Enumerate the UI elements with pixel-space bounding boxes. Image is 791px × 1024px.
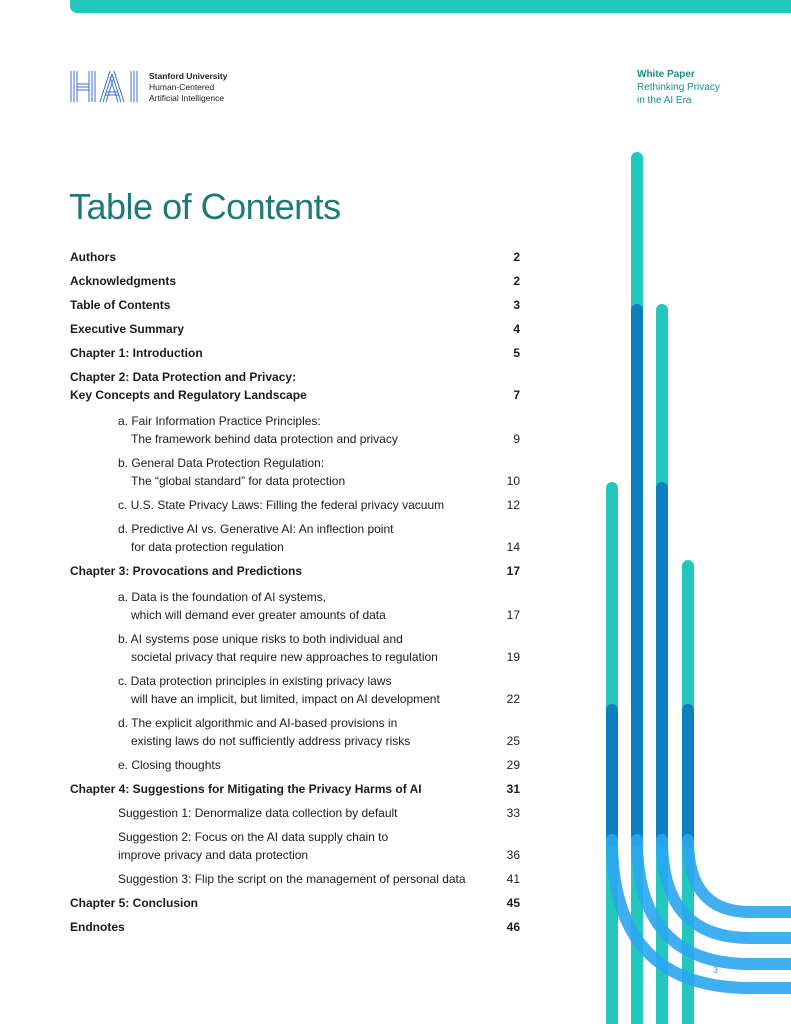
toc-entry-line: existing laws do not sufficiently address privacy risks xyxy=(131,734,411,748)
toc-entry[interactable] xyxy=(70,344,520,362)
toc-subentry[interactable] xyxy=(70,756,520,774)
logo-text xyxy=(149,71,319,104)
toc-entry[interactable] xyxy=(70,320,520,338)
toc-entry-line: Authors xyxy=(70,250,116,264)
toc-subentry[interactable] xyxy=(70,630,520,666)
toc-entry-label xyxy=(70,562,496,580)
toc-page-number: 45 xyxy=(506,896,520,910)
toc-entry-label xyxy=(118,714,496,750)
toc-entry-line: Endnotes xyxy=(70,920,125,934)
toc-entry-label xyxy=(118,756,496,774)
toc-page-number: 46 xyxy=(506,920,520,934)
toc-entry-line: b. AI systems pose unique risks to both individual and xyxy=(118,632,403,646)
page-number: 3 xyxy=(713,965,719,975)
toc-entry-line: b. General Data Protection Regulation: xyxy=(118,456,325,470)
toc-entry-line: Key Concepts and Regulatory Landscape xyxy=(70,388,307,402)
toc-entry-label xyxy=(118,870,496,888)
doc-title-line-2: in the AI Era xyxy=(637,95,692,106)
toc-entry[interactable] xyxy=(70,248,520,266)
toc-entry-label xyxy=(70,368,496,404)
toc-page-number: 41 xyxy=(506,872,520,886)
toc-entry-label xyxy=(118,454,496,490)
toc-subentry[interactable] xyxy=(70,672,520,708)
top-accent-bar xyxy=(70,0,791,13)
toc-subentry[interactable] xyxy=(70,714,520,750)
logo-line-2: Human-Centered xyxy=(149,82,215,92)
toc-page-number: 17 xyxy=(506,608,520,622)
toc-entry-label xyxy=(118,496,496,514)
toc-page-number: 14 xyxy=(506,540,520,554)
logo-line-1: Stanford University xyxy=(149,71,228,81)
toc-page-number: 7 xyxy=(513,388,520,402)
toc-entry-label xyxy=(70,780,496,798)
page-title: Table of Contents xyxy=(69,186,341,227)
toc-entry-label xyxy=(118,412,496,448)
toc-entry[interactable] xyxy=(70,368,520,404)
toc-entry-label xyxy=(70,344,496,362)
document-header xyxy=(637,68,787,107)
toc-subentry[interactable] xyxy=(70,520,520,556)
toc-page-number: 5 xyxy=(513,346,520,360)
toc-entry[interactable] xyxy=(70,918,520,936)
toc-entry-label xyxy=(70,296,496,314)
toc-entry-line: societal privacy that require new approaches to regulation xyxy=(131,650,438,664)
toc-entry[interactable] xyxy=(70,272,520,290)
toc-entry-line: Table of Contents xyxy=(70,298,171,312)
toc-subentry[interactable] xyxy=(70,804,520,822)
toc-entry-line: c. U.S. State Privacy Laws: Filling the federal privacy vacuum xyxy=(118,498,445,512)
toc-page-number: 12 xyxy=(506,498,520,512)
toc-entry-line: The framework behind data protection and privacy xyxy=(131,432,398,446)
logo-abbr: HAI xyxy=(70,70,72,71)
table-of-contents xyxy=(70,248,520,936)
toc-entry-line: Executive Summary xyxy=(70,322,185,336)
toc-entry-label xyxy=(118,804,496,822)
toc-page-number: 25 xyxy=(506,734,520,748)
toc-page-number: 33 xyxy=(506,806,520,820)
decorative-lines xyxy=(560,140,791,1024)
toc-entry-line: c. Data protection principles in existing privacy laws xyxy=(118,674,392,688)
toc-entry-line: Chapter 2: Data Protection and Privacy: xyxy=(70,370,297,384)
toc-entry-line: Chapter 3: Provocations and Predictions xyxy=(70,564,303,578)
toc-entry-line: for data protection regulation xyxy=(131,540,284,554)
toc-page-number: 9 xyxy=(513,432,520,446)
toc-entry-label xyxy=(118,672,496,708)
toc-entry-label xyxy=(118,588,496,624)
toc-subentry[interactable] xyxy=(70,588,520,624)
toc-page-number: 2 xyxy=(513,274,520,288)
toc-entry-line: Chapter 1: Introduction xyxy=(70,346,203,360)
toc-entry-line: e. Closing thoughts xyxy=(118,758,221,772)
toc-entry-line: Acknowledgments xyxy=(70,274,177,288)
toc-page-number: 17 xyxy=(506,564,520,578)
toc-entry-label xyxy=(118,520,496,556)
toc-entry-label xyxy=(70,272,496,290)
toc-entry-line: Chapter 5: Conclusion xyxy=(70,896,199,910)
toc-subentry[interactable] xyxy=(70,412,520,448)
toc-entry-label xyxy=(70,894,496,912)
toc-page-number: 10 xyxy=(506,474,520,488)
toc-subentry[interactable] xyxy=(70,454,520,490)
toc-entry-label xyxy=(70,918,496,936)
toc-subentry[interactable] xyxy=(70,828,520,864)
toc-entry-line: a. Data is the foundation of AI systems, xyxy=(118,590,327,604)
toc-entry-line: Suggestion 2: Focus on the AI data supply chain to xyxy=(118,830,389,844)
toc-page-number: 19 xyxy=(506,650,520,664)
toc-entry[interactable] xyxy=(70,780,520,798)
toc-entry-line: a. Fair Information Practice Principles: xyxy=(118,414,321,428)
toc-entry-line: will have an implicit, but limited, impact on AI development xyxy=(131,692,440,706)
toc-page-number: 36 xyxy=(506,848,520,862)
toc-entry-line: The “global standard” for data protection xyxy=(131,474,346,488)
toc-entry[interactable] xyxy=(70,894,520,912)
toc-entry-label xyxy=(70,248,496,266)
toc-page-number: 2 xyxy=(513,250,520,264)
toc-entry[interactable] xyxy=(70,296,520,314)
toc-page-number: 29 xyxy=(506,758,520,772)
toc-subentry[interactable] xyxy=(70,496,520,514)
logo-line-3: Artificial Intelligence xyxy=(149,93,225,103)
toc-subentry[interactable] xyxy=(70,870,520,888)
toc-page-number: 4 xyxy=(513,322,520,336)
toc-entry-line: which will demand ever greater amounts of data xyxy=(131,608,386,622)
toc-entry[interactable] xyxy=(70,562,520,580)
toc-page-number: 31 xyxy=(506,782,520,796)
toc-entry-line: Chapter 4: Suggestions for Mitigating the Privacy Harms of AI xyxy=(70,782,422,796)
toc-entry-line: Suggestion 3: Flip the script on the management of personal data xyxy=(118,872,466,886)
toc-entry-label xyxy=(70,320,496,338)
hai-logo-mark xyxy=(70,70,142,103)
toc-entry-line: improve privacy and data protection xyxy=(118,848,309,862)
toc-entry-line: Suggestion 1: Denormalize data collection by default xyxy=(118,806,398,820)
toc-entry-label xyxy=(118,828,496,864)
doc-type: White Paper xyxy=(637,69,695,80)
doc-title-line-1: Rethinking Privacy xyxy=(637,82,720,93)
toc-entry-label xyxy=(118,630,496,666)
toc-entry-line: d. The explicit algorithmic and AI-based provisions in xyxy=(118,716,398,730)
toc-entry-line: d. Predictive AI vs. Generative AI: An inflection point xyxy=(118,522,394,536)
toc-page-number: 22 xyxy=(506,692,520,706)
toc-page-number: 3 xyxy=(513,298,520,312)
